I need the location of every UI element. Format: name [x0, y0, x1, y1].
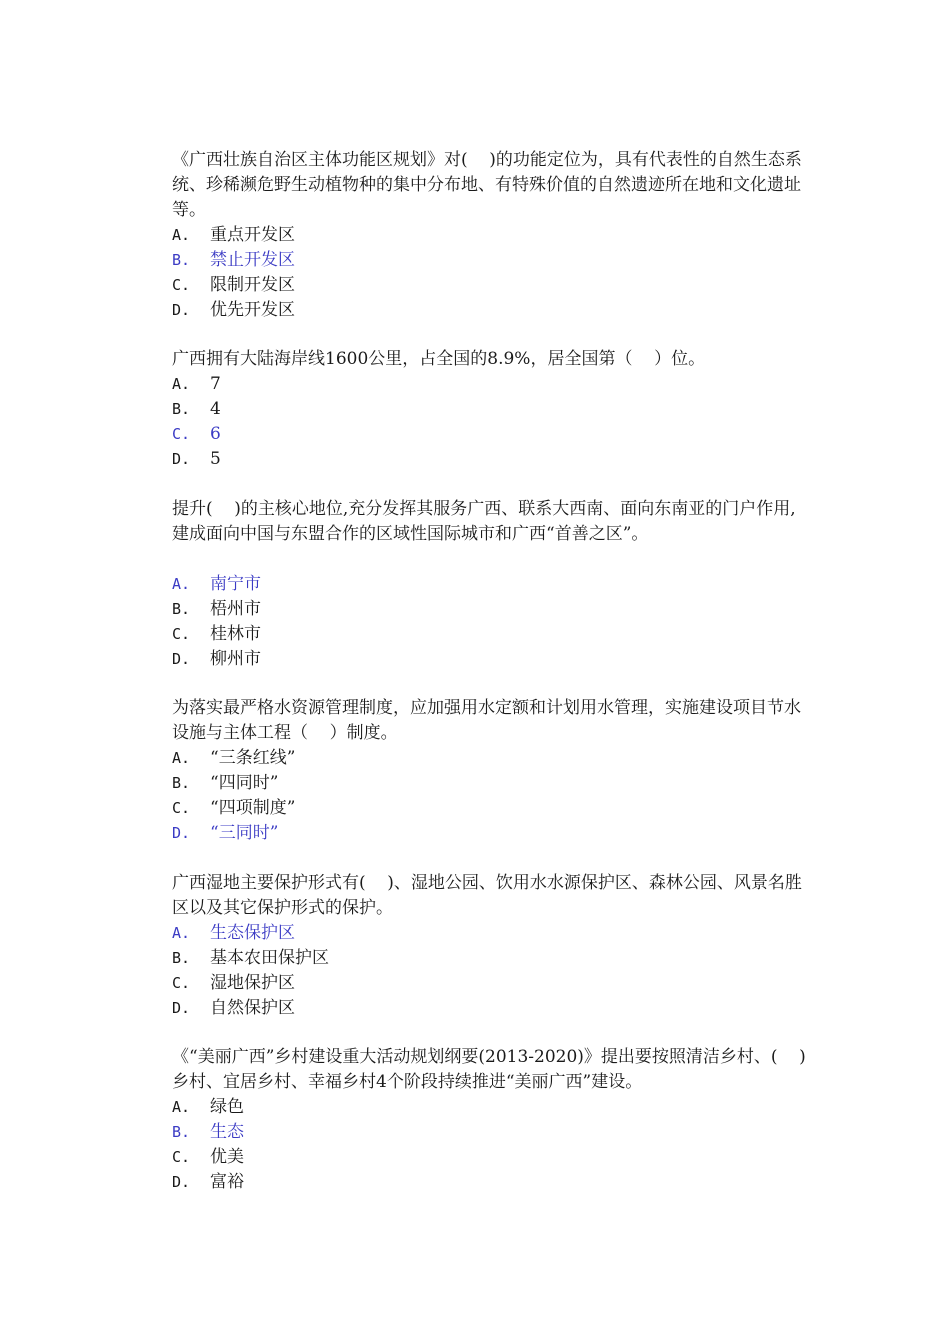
- option-text: 优美: [210, 1147, 244, 1167]
- option-a: [172, 746, 812, 771]
- option-text: 限制开发区: [210, 275, 295, 295]
- option-a: [172, 1095, 812, 1120]
- question-2: [172, 347, 812, 472]
- option-letter: A.: [172, 749, 191, 767]
- option-letter: A.: [172, 924, 191, 942]
- option-text: 富裕: [210, 1172, 244, 1192]
- option-c: [172, 1145, 812, 1170]
- option-a: [172, 223, 812, 248]
- question-text: 《广西壮族自治区主体功能区规划》对( )的功能定位为，具有代表性的自然生态系统、珍稀濒危野生动植物种的集中分布地、有特殊价值的自然遗迹所在地和文化遗址等。: [172, 150, 802, 220]
- option-letter: C.: [172, 625, 191, 643]
- option-text: 柳州市: [210, 649, 261, 669]
- option-text: 重点开发区: [210, 225, 295, 245]
- option-letter: D.: [172, 1173, 191, 1191]
- question-text: 广西湿地主要保护形式有( )、湿地公园、饮用水水源保护区、森林公园、风景名胜区以及其它保护形式的保护。: [172, 873, 802, 918]
- option-text: 5: [210, 449, 221, 469]
- option-text: 4: [210, 399, 221, 419]
- question-text: 广西拥有大陆海岸线1600公里，占全国的8.9%，居全国第（ ）位。: [172, 349, 706, 369]
- option-c: [172, 622, 812, 647]
- option-d: [172, 1170, 812, 1195]
- question-3: [172, 497, 812, 672]
- question-text: 提升( )的主核心地位,充分发挥其服务广西、联系大西南、面向东南亚的门户作用,建成面向中国与东盟合作的区域性国际城市和广西“首善之区”。: [172, 499, 796, 544]
- option-b: [172, 946, 812, 971]
- option-d: [172, 298, 812, 323]
- option-letter: A.: [172, 1098, 191, 1116]
- option-b: [172, 771, 812, 796]
- option-list: [172, 921, 812, 1021]
- option-d: [172, 821, 812, 846]
- option-letter: B.: [172, 600, 191, 618]
- option-letter: A.: [172, 226, 191, 244]
- option-letter: B.: [172, 251, 191, 269]
- question-5: [172, 871, 812, 1021]
- option-text: 南宁市: [210, 574, 261, 594]
- question-text: 《“美丽广西”乡村建设重大活动规划纲要(2013-2020)》提出要按照清洁乡村、( )乡村、宜居乡村、幸福乡村4个阶段持续推进“美丽广西”建设。: [172, 1047, 806, 1092]
- option-letter: D.: [172, 999, 191, 1017]
- option-letter: D.: [172, 824, 191, 842]
- question-text: 为落实最严格水资源管理制度，应加强用水定额和计划用水管理，实施建设项目节水设施与主体工程（ ）制度。: [172, 698, 801, 743]
- option-letter: D.: [172, 301, 191, 319]
- question-4: [172, 696, 812, 846]
- option-a: [172, 921, 812, 946]
- option-b: [172, 597, 812, 622]
- option-list: [172, 372, 812, 472]
- option-letter: D.: [172, 450, 191, 468]
- option-d: [172, 647, 812, 672]
- option-text: 7: [210, 374, 221, 394]
- option-letter: C.: [172, 799, 191, 817]
- question-6: [172, 1045, 812, 1195]
- option-b: [172, 1120, 812, 1145]
- option-d: [172, 996, 812, 1021]
- option-text: 6: [210, 424, 221, 444]
- option-letter: A.: [172, 375, 191, 393]
- option-text: 禁止开发区: [210, 250, 295, 270]
- option-letter: B.: [172, 949, 191, 967]
- option-list: [172, 746, 812, 846]
- option-c: [172, 796, 812, 821]
- option-letter: B.: [172, 774, 191, 792]
- option-text: 基本农田保护区: [210, 948, 329, 968]
- option-letter: C.: [172, 276, 191, 294]
- option-c: [172, 273, 812, 298]
- option-list: [172, 223, 812, 323]
- option-text: “三同时”: [210, 823, 279, 843]
- option-b: [172, 248, 812, 273]
- option-text: 自然保护区: [210, 998, 295, 1018]
- option-letter: A.: [172, 575, 191, 593]
- option-a: [172, 572, 812, 597]
- option-text: 绿色: [210, 1097, 244, 1117]
- option-text: 生态: [210, 1122, 244, 1142]
- option-text: 优先开发区: [210, 300, 295, 320]
- option-letter: C.: [172, 425, 191, 443]
- option-text: 湿地保护区: [210, 973, 295, 993]
- option-list: [172, 1095, 812, 1195]
- option-text: 生态保护区: [210, 923, 295, 943]
- option-c: [172, 971, 812, 996]
- question-1: [172, 148, 812, 323]
- option-letter: C.: [172, 1148, 191, 1166]
- option-c: [172, 422, 812, 447]
- option-list: [172, 572, 812, 672]
- option-letter: B.: [172, 400, 191, 418]
- option-letter: D.: [172, 650, 191, 668]
- option-text: “四项制度”: [210, 798, 296, 818]
- option-text: “三条红线”: [210, 748, 296, 768]
- option-text: 桂林市: [210, 624, 261, 644]
- option-letter: B.: [172, 1123, 191, 1141]
- option-d: [172, 447, 812, 472]
- option-b: [172, 397, 812, 422]
- option-a: [172, 372, 812, 397]
- option-text: 梧州市: [210, 599, 261, 619]
- option-letter: C.: [172, 974, 191, 992]
- option-text: “四同时”: [210, 773, 279, 793]
